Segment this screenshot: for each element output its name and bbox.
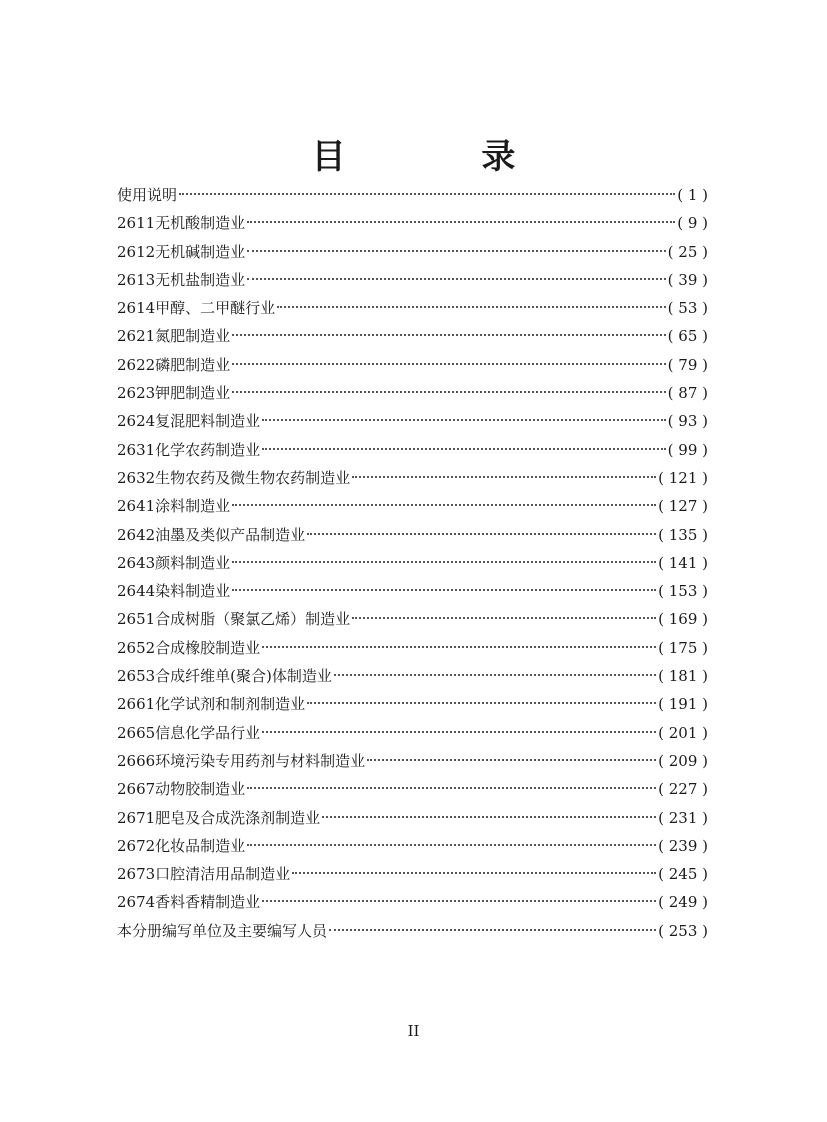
toc-entry[interactable]: [117, 351, 708, 379]
table-of-contents: [117, 181, 708, 945]
toc-entry[interactable]: [117, 605, 708, 633]
toc-entry[interactable]: [117, 181, 708, 209]
toc-entry-page-number: ( 245 ): [658, 860, 708, 888]
toc-entry-page-number: ( 39 ): [668, 266, 708, 294]
toc-entry[interactable]: [117, 888, 708, 916]
toc-entry-title: 2624复混肥料制造业: [117, 412, 261, 431]
toc-entry[interactable]: [117, 577, 708, 605]
toc-entry[interactable]: [117, 775, 708, 803]
toc-entry-title: 2652合成橡胶制造业: [117, 638, 261, 657]
dot-leader: [247, 278, 665, 280]
toc-entry[interactable]: [117, 322, 708, 350]
toc-entry-page-number: ( 249 ): [658, 888, 708, 916]
dot-leader: [232, 561, 656, 563]
toc-entry-title: 2613无机盐制造业: [117, 270, 246, 289]
dot-leader: [247, 844, 656, 846]
toc-entry[interactable]: [117, 436, 708, 464]
dot-leader: [232, 589, 656, 591]
dot-leader: [232, 363, 665, 365]
dot-leader: [232, 334, 665, 336]
dot-leader: [334, 674, 656, 676]
toc-entry[interactable]: [117, 860, 708, 888]
toc-entry[interactable]: [117, 492, 708, 520]
toc-entry-page-number: ( 53 ): [668, 294, 708, 322]
toc-entry-title: 2621氮肥制造业: [117, 327, 231, 346]
toc-entry[interactable]: [117, 521, 708, 549]
toc-entry-page-number: ( 227 ): [658, 775, 708, 803]
toc-entry-page-number: ( 153 ): [658, 577, 708, 605]
dot-leader: [262, 900, 656, 902]
toc-entry[interactable]: [117, 804, 708, 832]
page-title: 目 录: [311, 136, 578, 177]
toc-entry-title: 2661化学试剂和制剂制造业: [117, 695, 306, 714]
dot-leader: [262, 419, 665, 421]
toc-entry-title: 2674香料香精制造业: [117, 893, 261, 912]
toc-entry-page-number: ( 191 ): [658, 690, 708, 718]
dot-leader: [262, 646, 656, 648]
toc-entry[interactable]: [117, 634, 708, 662]
toc-entry-page-number: ( 1 ): [677, 181, 708, 209]
toc-entry-page-number: ( 79 ): [668, 351, 708, 379]
toc-entry-page-number: ( 87 ): [668, 379, 708, 407]
toc-entry[interactable]: [117, 294, 708, 322]
toc-entry-title: 2632生物农药及微生物农药制造业: [117, 468, 351, 487]
toc-entry-title: 2673口腔清洁用品制造业: [117, 865, 291, 884]
dot-leader: [352, 617, 656, 619]
toc-entry-title: 2665信息化学品行业: [117, 723, 261, 742]
toc-entry-page-number: ( 169 ): [658, 605, 708, 633]
toc-entry[interactable]: [117, 379, 708, 407]
dot-leader: [367, 759, 656, 761]
toc-entry-page-number: ( 65 ): [668, 322, 708, 350]
page-number: II: [407, 1022, 420, 1040]
dot-leader: [329, 929, 656, 931]
dot-leader: [247, 250, 665, 252]
toc-entry-title: 2611无机酸制造业: [117, 214, 246, 233]
dot-leader: [262, 731, 656, 733]
dot-leader: [232, 391, 665, 393]
toc-entry-title: 2666环境污染专用药剂与材料制造业: [117, 751, 366, 770]
toc-entry-page-number: ( 121 ): [658, 464, 708, 492]
toc-entry-title: 2641涂料制造业: [117, 497, 231, 516]
dot-leader: [247, 787, 656, 789]
dot-leader: [307, 533, 656, 535]
toc-entry-title: 2653合成纤维单(聚合)体制造业: [117, 667, 332, 686]
toc-entry-page-number: ( 181 ): [658, 662, 708, 690]
toc-entry[interactable]: [117, 662, 708, 690]
dot-leader: [352, 476, 656, 478]
toc-entry[interactable]: [117, 464, 708, 492]
toc-entry-title: 2622磷肥制造业: [117, 355, 231, 374]
toc-entry-page-number: ( 9 ): [677, 209, 708, 237]
toc-entry[interactable]: [117, 719, 708, 747]
dot-leader: [262, 448, 665, 450]
dot-leader: [307, 702, 656, 704]
dot-leader: [179, 193, 675, 195]
toc-entry-page-number: ( 135 ): [658, 521, 708, 549]
toc-entry-page-number: ( 127 ): [658, 492, 708, 520]
toc-entry[interactable]: [117, 266, 708, 294]
toc-entry[interactable]: [117, 747, 708, 775]
toc-entry-title: 2671肥皂及合成洗涤剂制造业: [117, 808, 321, 827]
toc-entry-page-number: ( 175 ): [658, 634, 708, 662]
toc-entry[interactable]: [117, 209, 708, 237]
toc-entry-title: 2612无机碱制造业: [117, 242, 246, 261]
toc-entry-title: 2623钾肥制造业: [117, 384, 231, 403]
toc-entry-page-number: ( 93 ): [668, 407, 708, 435]
toc-entry-page-number: ( 209 ): [658, 747, 708, 775]
toc-entry-page-number: ( 25 ): [668, 238, 708, 266]
dot-leader: [322, 816, 656, 818]
toc-entry-title: 使用说明: [117, 186, 178, 204]
toc-entry[interactable]: [117, 832, 708, 860]
toc-entry-title: 2644染料制造业: [117, 582, 231, 601]
toc-entry[interactable]: [117, 549, 708, 577]
toc-entry-title: 2643颜料制造业: [117, 553, 231, 572]
toc-entry-title: 2614甲醇、二甲醚行业: [117, 299, 276, 318]
dot-leader: [292, 872, 656, 874]
toc-entry[interactable]: [117, 407, 708, 435]
toc-entry[interactable]: [117, 917, 708, 945]
toc-entry-title: 2667动物胶制造业: [117, 780, 246, 799]
dot-leader: [232, 504, 656, 506]
toc-entry[interactable]: [117, 690, 708, 718]
toc-entry-title: 本分册编写单位及主要编写人员: [117, 921, 328, 940]
toc-entry-page-number: ( 253 ): [658, 917, 708, 945]
toc-entry-page-number: ( 99 ): [668, 436, 708, 464]
dot-leader: [247, 221, 675, 223]
toc-entry-page-number: ( 231 ): [658, 804, 708, 832]
toc-entry-title: 2642油墨及类似产品制造业: [117, 525, 306, 544]
toc-entry[interactable]: [117, 238, 708, 266]
toc-entry-title: 2631化学农药制造业: [117, 440, 261, 459]
toc-entry-title: 2672化妆品制造业: [117, 836, 246, 855]
dot-leader: [277, 306, 665, 308]
toc-entry-page-number: ( 201 ): [658, 719, 708, 747]
toc-entry-title: 2651合成树脂（聚氯乙烯）制造业: [117, 610, 351, 629]
toc-entry-page-number: ( 141 ): [658, 549, 708, 577]
toc-entry-page-number: ( 239 ): [658, 832, 708, 860]
